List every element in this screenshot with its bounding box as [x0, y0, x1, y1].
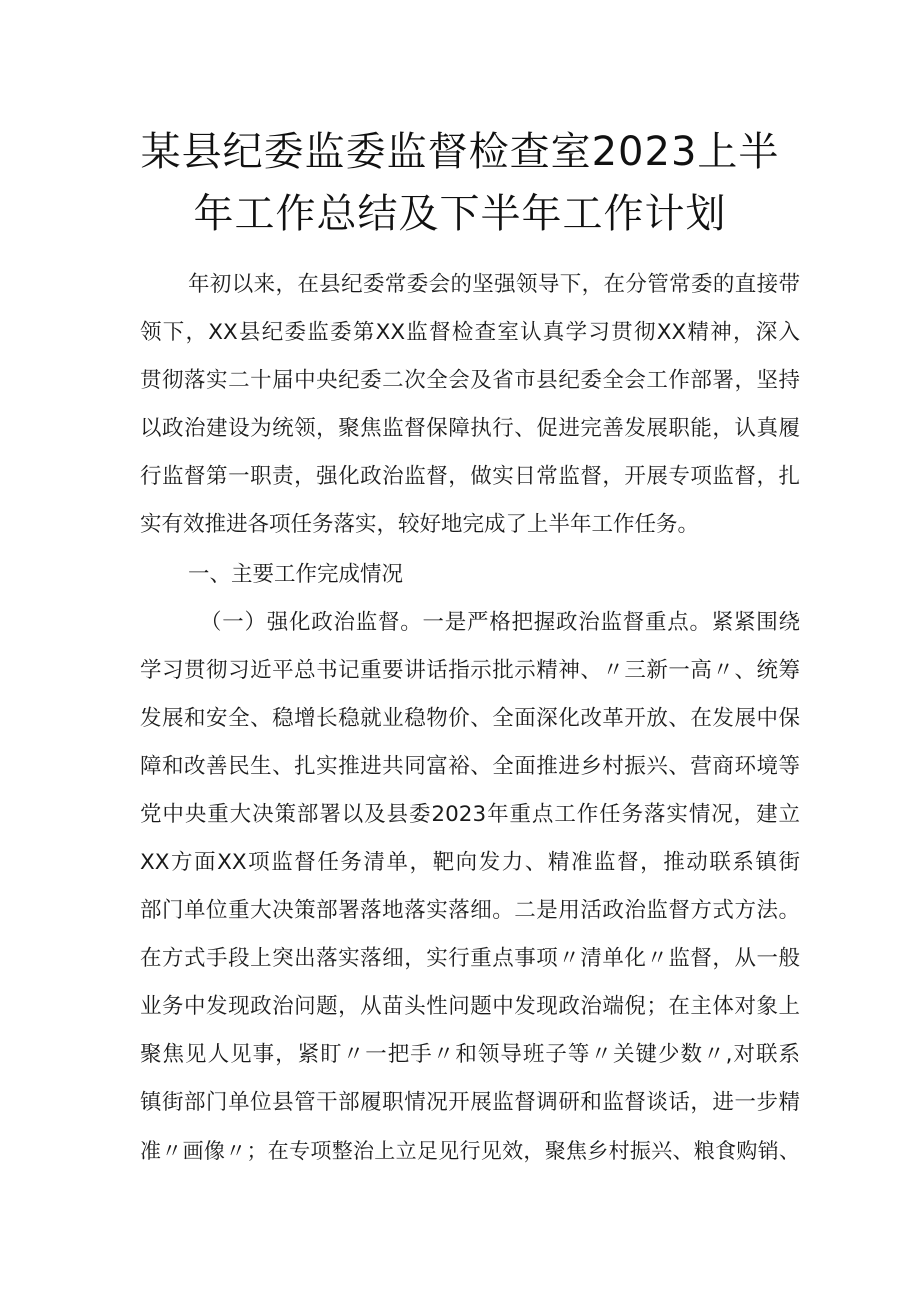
paragraph-line: 部门单位重大决策部署落地落实落细。二是用活政治监督方式方法。 — [140, 898, 800, 923]
document-title-line-2: 年工作总结及下半年工作计划 — [193, 191, 727, 237]
paragraph-line: 实有效推进各项任务落实，较好地完成了上半年工作任务。 — [140, 512, 700, 537]
paragraph-line: 年初以来，在县纪委常委会的坚强领导下，在分管常委的直接带 — [188, 272, 800, 297]
paragraph-line: 行监督第一职责，强化政治监督，做实日常监督，开展专项监督，扎 — [140, 464, 800, 489]
paragraph-line: 障和改善民生、扎实推进共同富裕、全面推进乡村振兴、营商环境等 — [140, 754, 800, 779]
paragraph-line: 准〃画像〃；在专项整治上立足见行见效，聚焦乡村振兴、粮食购销、 — [140, 1139, 800, 1163]
paragraph-line: 以政治建设为统领，聚焦监督保障执行、促进完善发展职能，认真履 — [140, 416, 800, 441]
section-heading: 一、主要工作完成情况 — [188, 562, 404, 587]
paragraph-line: 学习贯彻习近平总书记重要讲话指示批示精神、〃三新一高〃、统筹 — [140, 658, 800, 683]
paragraph-line: 镇街部门单位县管干部履职情况开展监督调研和监督谈话，进一步精 — [140, 1090, 800, 1115]
paragraph-line: 业务中发现政治问题，从苗头性问题中发现政治端倪；在主体对象上 — [140, 994, 800, 1019]
paragraph-line: 领下，XX县纪委监委第XX监督检查室认真学习贯彻XX精神，深入 — [140, 320, 800, 345]
paragraph-line: （一）强化政治监督。一是严格把握政治监督重点。紧紧围绕 — [200, 610, 800, 635]
document-title-line-1: 某县纪委监委监督检查室2023上半 — [140, 129, 780, 175]
paragraph-line: 聚焦见人见事，紧盯〃一把手〃和领导班子等〃关键少数〃,对联系 — [140, 1042, 800, 1067]
paragraph-line: 发展和安全、稳增长稳就业稳物价、全面深化改革开放、在发展中保 — [140, 706, 800, 731]
paragraph-line: 党中央重大决策部署以及县委2023年重点工作任务落实情况，建立 — [140, 802, 800, 827]
paragraph-line: XX方面XX项监督任务清单，靶向发力、精准监督，推动联系镇街 — [140, 850, 800, 875]
paragraph-line: 贯彻落实二十届中央纪委二次全会及省市县纪委全会工作部署，坚持 — [140, 368, 800, 393]
paragraph-line: 在方式手段上突出落实落细，实行重点事项〃清单化〃监督，从一般 — [140, 946, 800, 971]
